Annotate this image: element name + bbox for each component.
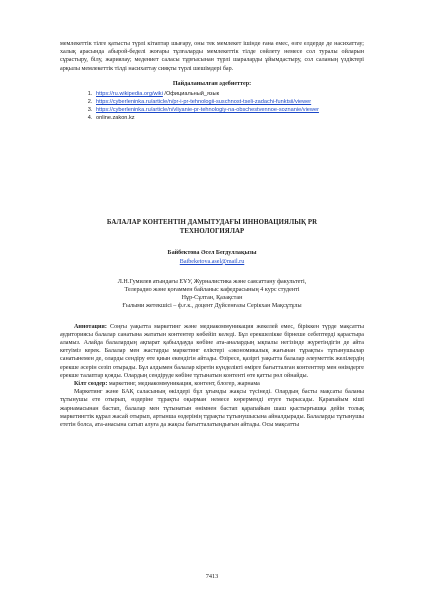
affiliation-city: Нұр-Сұлтан, Қазақстан xyxy=(181,295,243,302)
keywords xyxy=(60,380,364,388)
body-paragraph: Маркетинг және БАҚ саласының өкілдері бұл ұғымды жақсы түсінеді. Олардың басты мақсаты баланы тұтынушы ете отырып, өздеріне тұрақты оқырман немесе көрерменді етуге тырысады. Қарапайым кіші жарнамасынан бастап, балалар мен тұтынатын өнімнен бастап қарапайым шаш қыстырғышқа дейін толық маркетингтік құрал жасай отырып, артынша өздерінің тұрақты тұтынушысына айналдырады. Балаларды тұтынушы ететін болса, ата-анасына сатып алуға да жақсы бағытталатындығын айтады. Осы мақсатты xyxy=(60,389,364,429)
reference-link[interactable]: https://ru.wikipedia.org/wiki xyxy=(96,91,163,98)
reference-item xyxy=(94,106,364,114)
reference-item xyxy=(94,114,364,122)
affiliation-line: Телерадио және қоғаммен байланыс кафедрасының 4 курс студенті xyxy=(124,287,300,294)
references-title: Пайдаланылған әдебиеттер: xyxy=(172,80,252,87)
keywords-label: Кілт сөздер: xyxy=(74,381,108,388)
page-number: 7413 xyxy=(205,573,219,580)
abstract-text: Соңғы уақытта маркетинг және медиакоммуникация жекелей емес, біріккен түрде мақсатты аудиториясы балалар санатына жататын контентер көбейіп келеді. Бұл ерекшелікке бірнеше себептерді қарастыра аламыз. Алайда балалардың ақпарат қабылдауда көбіне ата-аналардың ықпалы негізінде жүретіндігін де айта кетуіміз керек. Балалар мен жастарды маркетинг еліктері «экономикалық жағынан тұрақты» тұтынушылар санатынемен де, оларды сендіру өте қиын екендігін айтады. Өзіресе, қазіргі уақытта балалар әлеуметтік желілердің ерекше әсерін сезіп отырады. Бұл алдымен балалар кіретін күнделікті өмірге бағытталған контенттер мен өнімдерге ерекше талаптар қояды. Олардың сендіруде көбіне тұтынатын контенті өте қатты рөл ойнайды. xyxy=(60,323,364,379)
abstract-label: Аннотация: xyxy=(74,323,107,330)
keywords-text: маркетинг, медиакоммуникация, контент, блогер, жарнама xyxy=(107,381,260,388)
abstract xyxy=(60,323,364,380)
references-list xyxy=(60,90,364,122)
affiliation xyxy=(60,278,364,303)
reference-suffix: /Официальный_язык xyxy=(162,91,220,98)
reference-text: online.zakon.kz xyxy=(96,115,135,122)
article-title-line: ТЕХНОЛОГИЯЛАР xyxy=(179,228,245,236)
reference-link[interactable]: https://cyberleninka.ru/article/n/vliyanie-pr-tehnologiy-na-obschestvennoe-soznanie/viewer xyxy=(96,107,319,114)
author-name: Байбектова Әсел Бегдуллақызы xyxy=(167,250,257,257)
author-email xyxy=(60,258,364,266)
reference-item xyxy=(94,90,364,98)
document-page xyxy=(60,40,364,429)
article-title-line: БАЛАЛАР КОНТЕНТІН ДАМЫТУДАҒЫ ИННОВАЦИЯЛЫҚ PR xyxy=(106,219,318,227)
affiliation-line: Л.Н.Гумилев атындағы ЕҰУ, Журналистика және саясаттану факультеті, xyxy=(117,278,307,285)
supervisor: Ғылыми жетекшісі – ф.ғ.к., доцент Дүйсенғазы Серікхан Мақсұтұлы xyxy=(122,303,302,310)
article-title xyxy=(60,218,364,236)
reference-link[interactable]: https://cyberleninka.ru/article/n/pr-i-pr-tehnologii-suschnost-tseli-zadachi-funktsii/viewer xyxy=(96,99,312,106)
intro-paragraph: мемлекеттік тілге қатысты түрлі кітаптар шығару, оны тек мемлекет ішінде ғана емес, өзге елдерде де насихаттау; халық арасында абырой-беделі жоғары тұлғаларды мемлекеттік тілде сөйлету немесе сол туралы ойларын сұрастыру, білу, жариялау; медениет саласы тұрғысынан түрлі шараларды ұйымдастыру, сол саланың үздіктері арқылы мемлекеттік тілді насихаттау сияқты түрлі шешімдері бар. xyxy=(60,41,364,72)
reference-item xyxy=(94,98,364,106)
author-email-link[interactable]: Baibeketova.asel@mail.ru xyxy=(179,258,245,265)
